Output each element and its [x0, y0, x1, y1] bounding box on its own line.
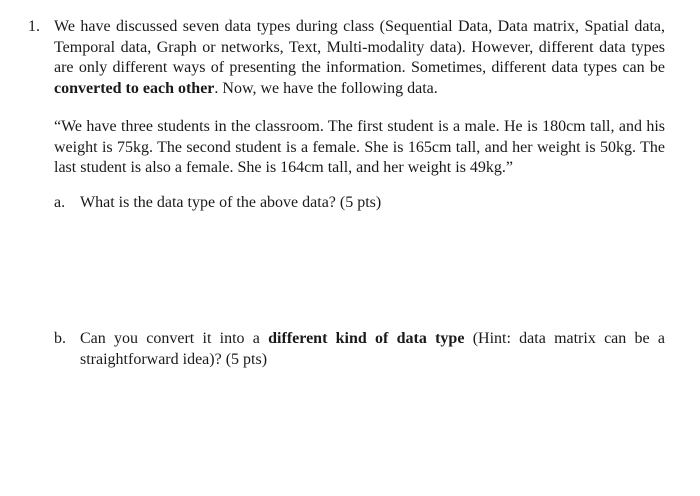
- part-a-label: a.: [54, 194, 66, 211]
- intro-text-2: . Now, we have the following data.: [214, 79, 438, 97]
- data-quote: “We have three students in the classroom. The first student is a male. He is 180cm tall, and his weight is 75kg. The second student is a female. She is 165cm tall, and her weight is 50kg. The last student is also a female. She is 164cm tall, and her weight is 49kg.”: [54, 118, 665, 176]
- intro-text-1: We have discussed seven data types during class (Sequential Data, Data matrix, Spatial data, Temporal data, Graph or networks, Text, Multi-modality data). However, different data types are only different ways of presenting the information. Sometimes, different data types can be: [54, 18, 665, 76]
- part-a-text: What is the data type of the above data? (5 pts): [80, 194, 382, 211]
- question-intro: [54, 17, 665, 99]
- part-b-text-2: (Hint: data matrix can be a straightforward idea)? (5 pts): [80, 330, 665, 368]
- part-b-label: b.: [54, 330, 66, 347]
- part-b-text: [80, 329, 665, 370]
- intro-bold-text: converted to each other: [54, 79, 215, 97]
- question-body: [54, 17, 665, 179]
- part-b: [54, 329, 665, 370]
- part-b-text-1: Can you convert it into a: [80, 330, 269, 347]
- question-number: 1.: [28, 18, 40, 35]
- part-a: [54, 193, 665, 214]
- part-b-bold-text: different kind of data type: [268, 330, 465, 347]
